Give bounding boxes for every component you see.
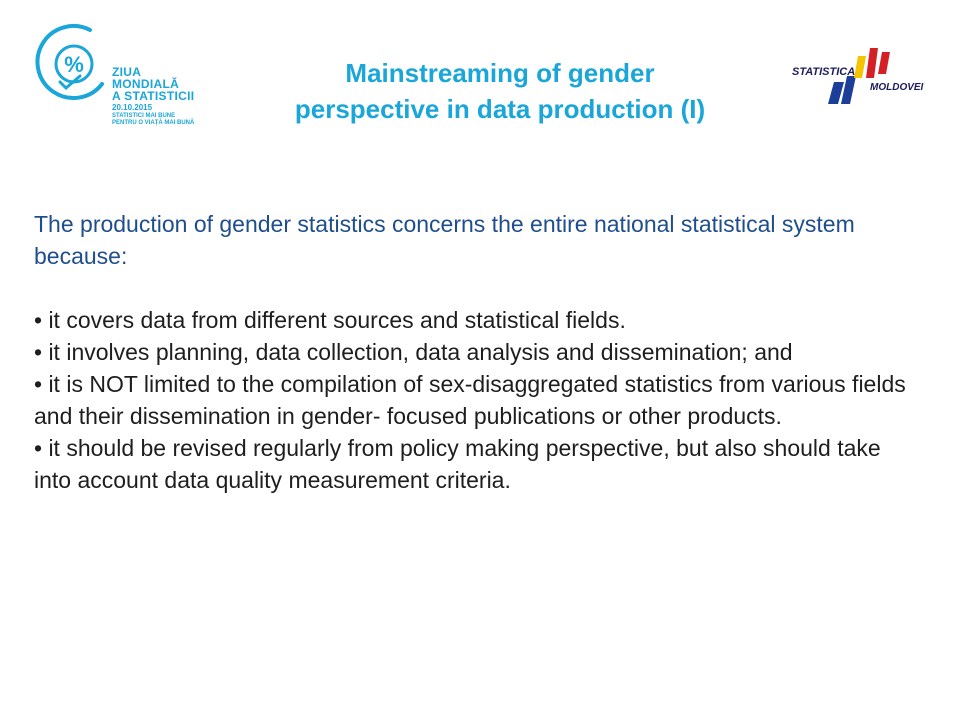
spacer xyxy=(34,272,914,304)
logo-tagline-1: STATISTICI MAI BUNE xyxy=(112,113,176,119)
logo-word-statistica: STATISTICA xyxy=(792,66,856,78)
slide-title-line-2: perspective in data production (I) xyxy=(294,94,706,124)
slide-body xyxy=(34,208,914,496)
logo-text-block xyxy=(112,66,194,127)
intro-paragraph: The production of gender statistics concerns the entire national statistical system because: xyxy=(34,211,855,269)
logo-line-3: A STATISTICII xyxy=(112,89,195,103)
logo-date: 20.10.2015 xyxy=(112,103,153,112)
slide-title xyxy=(200,55,800,127)
slide-title-line-1: Mainstreaming of gender xyxy=(345,58,655,88)
percent-symbol: % xyxy=(64,52,84,77)
logo-tagline-2: PENTRU O VIAȚĂ MAI BUNĂ xyxy=(112,120,195,126)
logo-line-1: ZIUA xyxy=(112,65,142,79)
bullet-item: • it is NOT limited to the compilation of sex-disaggregated statistics from various fields and their dissemination in gender- focused publications or other products. xyxy=(34,371,906,429)
bullet-item: • it should be revised regularly from policy making perspective, but also should take into account data quality measurement criteria. xyxy=(34,435,881,493)
logo-word-moldovei: MOLDOVEI xyxy=(870,82,924,93)
bullet-item: • it covers data from different sources and statistical fields. xyxy=(34,307,626,333)
moldova-stripes-icon xyxy=(792,48,932,110)
bullet-item: • it involves planning, data collection, data analysis and dissemination; and xyxy=(34,339,793,365)
logo-line-2: MONDIALĂ xyxy=(112,77,180,91)
percent-circle-icon xyxy=(30,18,120,108)
statistica-moldovei-logo xyxy=(792,48,932,110)
